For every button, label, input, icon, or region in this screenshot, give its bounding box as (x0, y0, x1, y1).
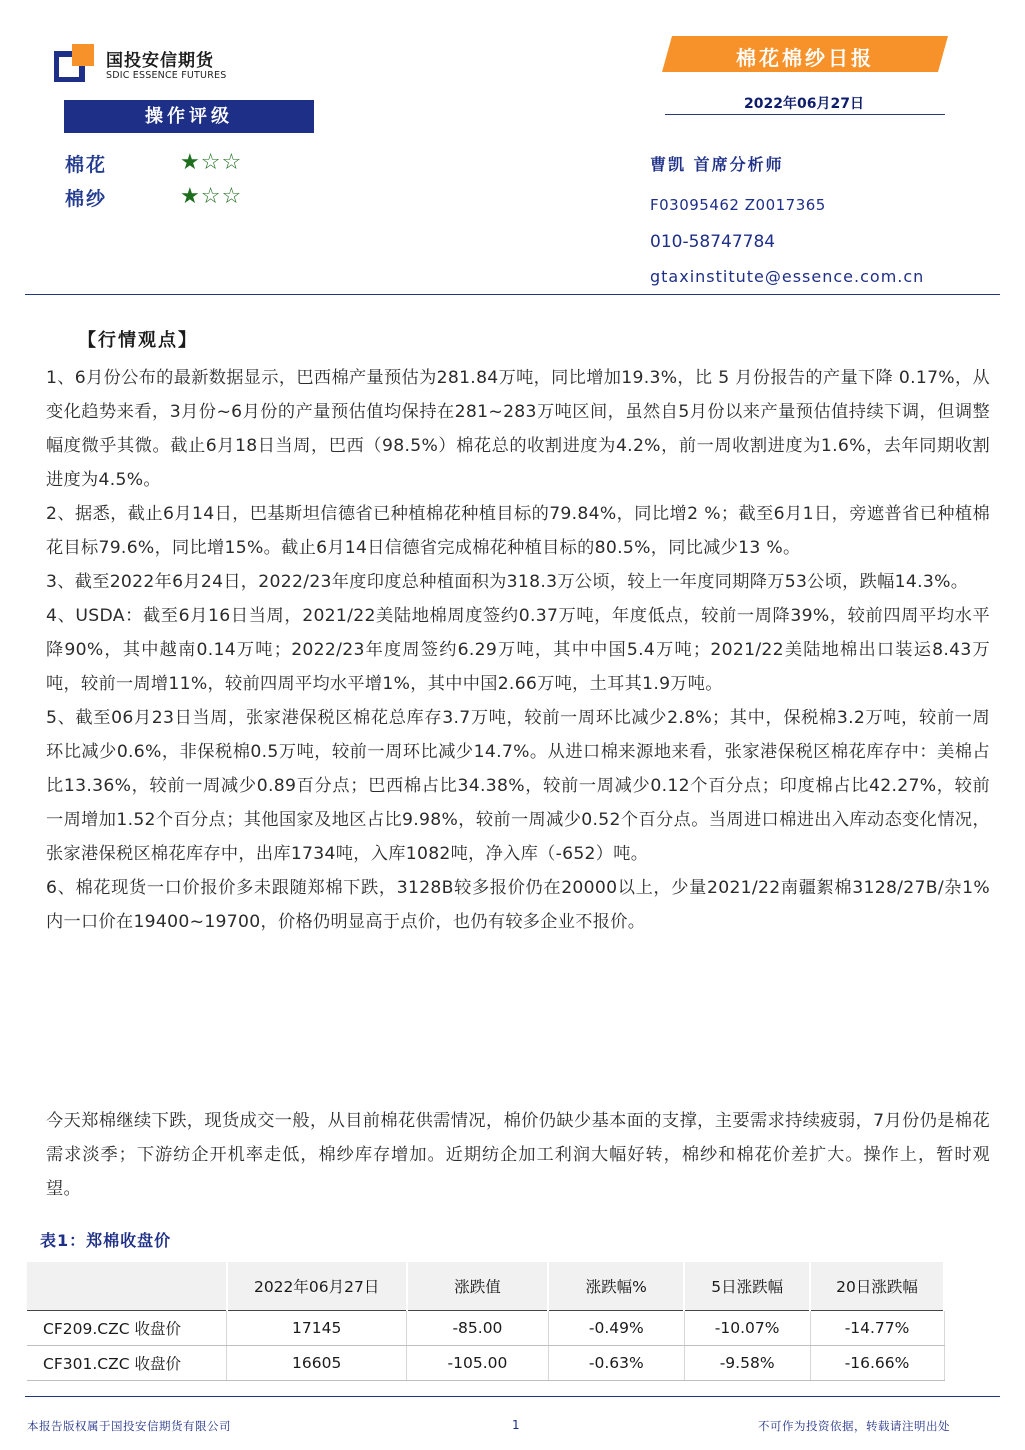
table-header-cell: 涨跌值 (407, 1262, 549, 1311)
table-row (27, 1311, 944, 1346)
analyst-email[interactable]: gtaxinstitute@essence.com.cn (650, 267, 925, 286)
table-cell: 16605 (227, 1346, 407, 1381)
star-outline-icon: ☆ (200, 150, 222, 175)
table-cell: -0.63% (548, 1346, 684, 1381)
rating-stars (180, 186, 242, 208)
logo-chinese-name: 国投安信期货 (106, 51, 214, 71)
logo-mark-icon (54, 42, 98, 82)
table-cell: CF301.CZC 收盘价 (27, 1346, 227, 1381)
logo-english-name: SDIC ESSENCE FUTURES (106, 70, 227, 81)
footer-divider (25, 1396, 1000, 1397)
analyst-certificate: F03095462 Z0017365 (650, 196, 826, 214)
table-cell: -10.07% (684, 1311, 810, 1346)
footer-copyright: 本报告版权属于国投安信期货有限公司 (27, 1419, 231, 1433)
footer-disclaimer: 不可作为投资依据，转载请注明出处 (758, 1419, 950, 1433)
star-outline-icon: ☆ (200, 184, 222, 209)
table-cell: -16.66% (810, 1346, 944, 1381)
section-heading: 【行情观点】 (78, 330, 198, 351)
table-row (27, 1346, 944, 1381)
analyst-phone: 010-58747784 (650, 232, 776, 252)
star-outline-icon: ☆ (221, 184, 243, 209)
star-filled-icon: ★ (180, 150, 201, 175)
page-number: 1 (512, 1418, 520, 1432)
rating-item-name: 棉花 (65, 154, 108, 176)
view-paragraph: 3、截至2022年6月24日，2022/23年度印度总种植面积为318.3万公顷，较上一年度同期降万53公顷，跌幅14.3%。 (46, 572, 969, 592)
table-header-cell: 涨跌幅% (548, 1262, 684, 1311)
table-header-cell (27, 1262, 227, 1311)
table-header-cell: 5日涨跌幅 (684, 1262, 810, 1311)
closing-price-table (27, 1262, 945, 1381)
view-paragraph: 4、USDA：截至6月16日当周，2021/22美陆地棉周度签约0.37万吨，年度低点，较前一周降39%，较前四周平均水平降90%，其中越南0.14万吨；2022/23年度周签约6.29万吨，其中中国5.4万吨；2021/22美陆地棉出口装运8.43万吨，较前一周增11%，较前四周平均水平增1%，其中中国2.66万吨，土耳其1.9万吨。 (46, 606, 990, 694)
table-cell: -85.00 (407, 1311, 549, 1346)
star-outline-icon: ☆ (221, 150, 243, 175)
table-header-row (27, 1262, 944, 1311)
header-divider (25, 294, 1000, 295)
market-view-body (46, 361, 990, 939)
view-paragraph: 6、棉花现货一口价报价多未跟随郑棉下跌，3128B较多报价仍在20000以上，少量2021/22南疆絮棉3128/27B/杂1%内一口价在19400~19700，价格仍明显高于点价，也仍有较多企业不报价。 (46, 878, 990, 932)
table-header-cell: 20日涨跌幅 (810, 1262, 944, 1311)
view-paragraph: 1、6月份公布的最新数据显示，巴西棉产量预估为281.84万吨，同比增加19.3%，比 5 月份报告的产量下降 0.17%，从变化趋势来看，3月份~6月份的产量预估值均保持在281~283万吨区间，虽然自5月份以来产量预估值持续下调，但调整幅度微乎其微。截止6月18日当周，巴西（98.5%）棉花总的收割进度为4.2%，前一周收割进度为1.6%，去年同期收割进度为4.5%。 (46, 368, 990, 490)
table-header-cell: 2022年06月27日 (227, 1262, 407, 1311)
table-cell: -105.00 (407, 1346, 549, 1381)
report-title-banner (662, 36, 948, 72)
company-logo (54, 42, 234, 88)
date-divider (665, 114, 945, 115)
analyst-name: 曹凯 首席分析师 (650, 155, 784, 174)
table-cell: CF209.CZC 收盘价 (27, 1311, 227, 1346)
summary-paragraph: 今天郑棉继续下跌，现货成交一般，从目前棉花供需情况，棉价仍缺少基本面的支撑，主要需求持续疲弱，7月份仍是棉花需求淡季；下游纺企开机率走低，棉纱库存增加。近期纺企加工利润大幅好转，棉纱和棉花价差扩大。操作上，暂时观望。 (46, 1111, 990, 1199)
rating-header: 操作评级 (64, 100, 314, 133)
report-title: 棉花棉纱日报 (736, 46, 874, 70)
rating-stars (180, 152, 242, 174)
view-paragraph: 2、据悉，截止6月14日，巴基斯坦信德省已种植棉花种植目标的79.84%，同比增2 %；截至6月1日，旁遮普省已种植棉花目标79.6%，同比增15%。截止6月14日信德省完成棉花种植目标的80.5%，同比减少13 %。 (46, 504, 990, 558)
view-paragraph: 5、截至06月23日当周，张家港保税区棉花总库存3.7万吨，较前一周环比减少2.8%；其中，保税棉3.2万吨，较前一周环比减少0.6%，非保税棉0.5万吨，较前一周环比减少14.7%。从进口棉来源地来看，张家港保税区棉花库存中：美棉占比13.36%，较前一周减少0.89百分点；巴西棉占比34.38%，较前一周减少0.12个百分点；印度棉占比42.27%，较前一周增加1.52个百分点；其他国家及地区占比9.98%，较前一周减少0.52个百分点。当周进口棉进出入库动态变化情况，张家港保税区棉花库存中，出库1734吨，入库1082吨，净入库（-652）吨。 (46, 708, 990, 864)
star-filled-icon: ★ (180, 184, 201, 209)
table-caption: 表1：郑棉收盘价 (40, 1231, 172, 1250)
rating-item-name: 棉纱 (65, 188, 108, 210)
table-cell: -0.49% (548, 1311, 684, 1346)
table-cell: -14.77% (810, 1311, 944, 1346)
table-cell: -9.58% (684, 1346, 810, 1381)
report-date: 2022年06月27日 (744, 96, 864, 112)
table-cell: 17145 (227, 1311, 407, 1346)
